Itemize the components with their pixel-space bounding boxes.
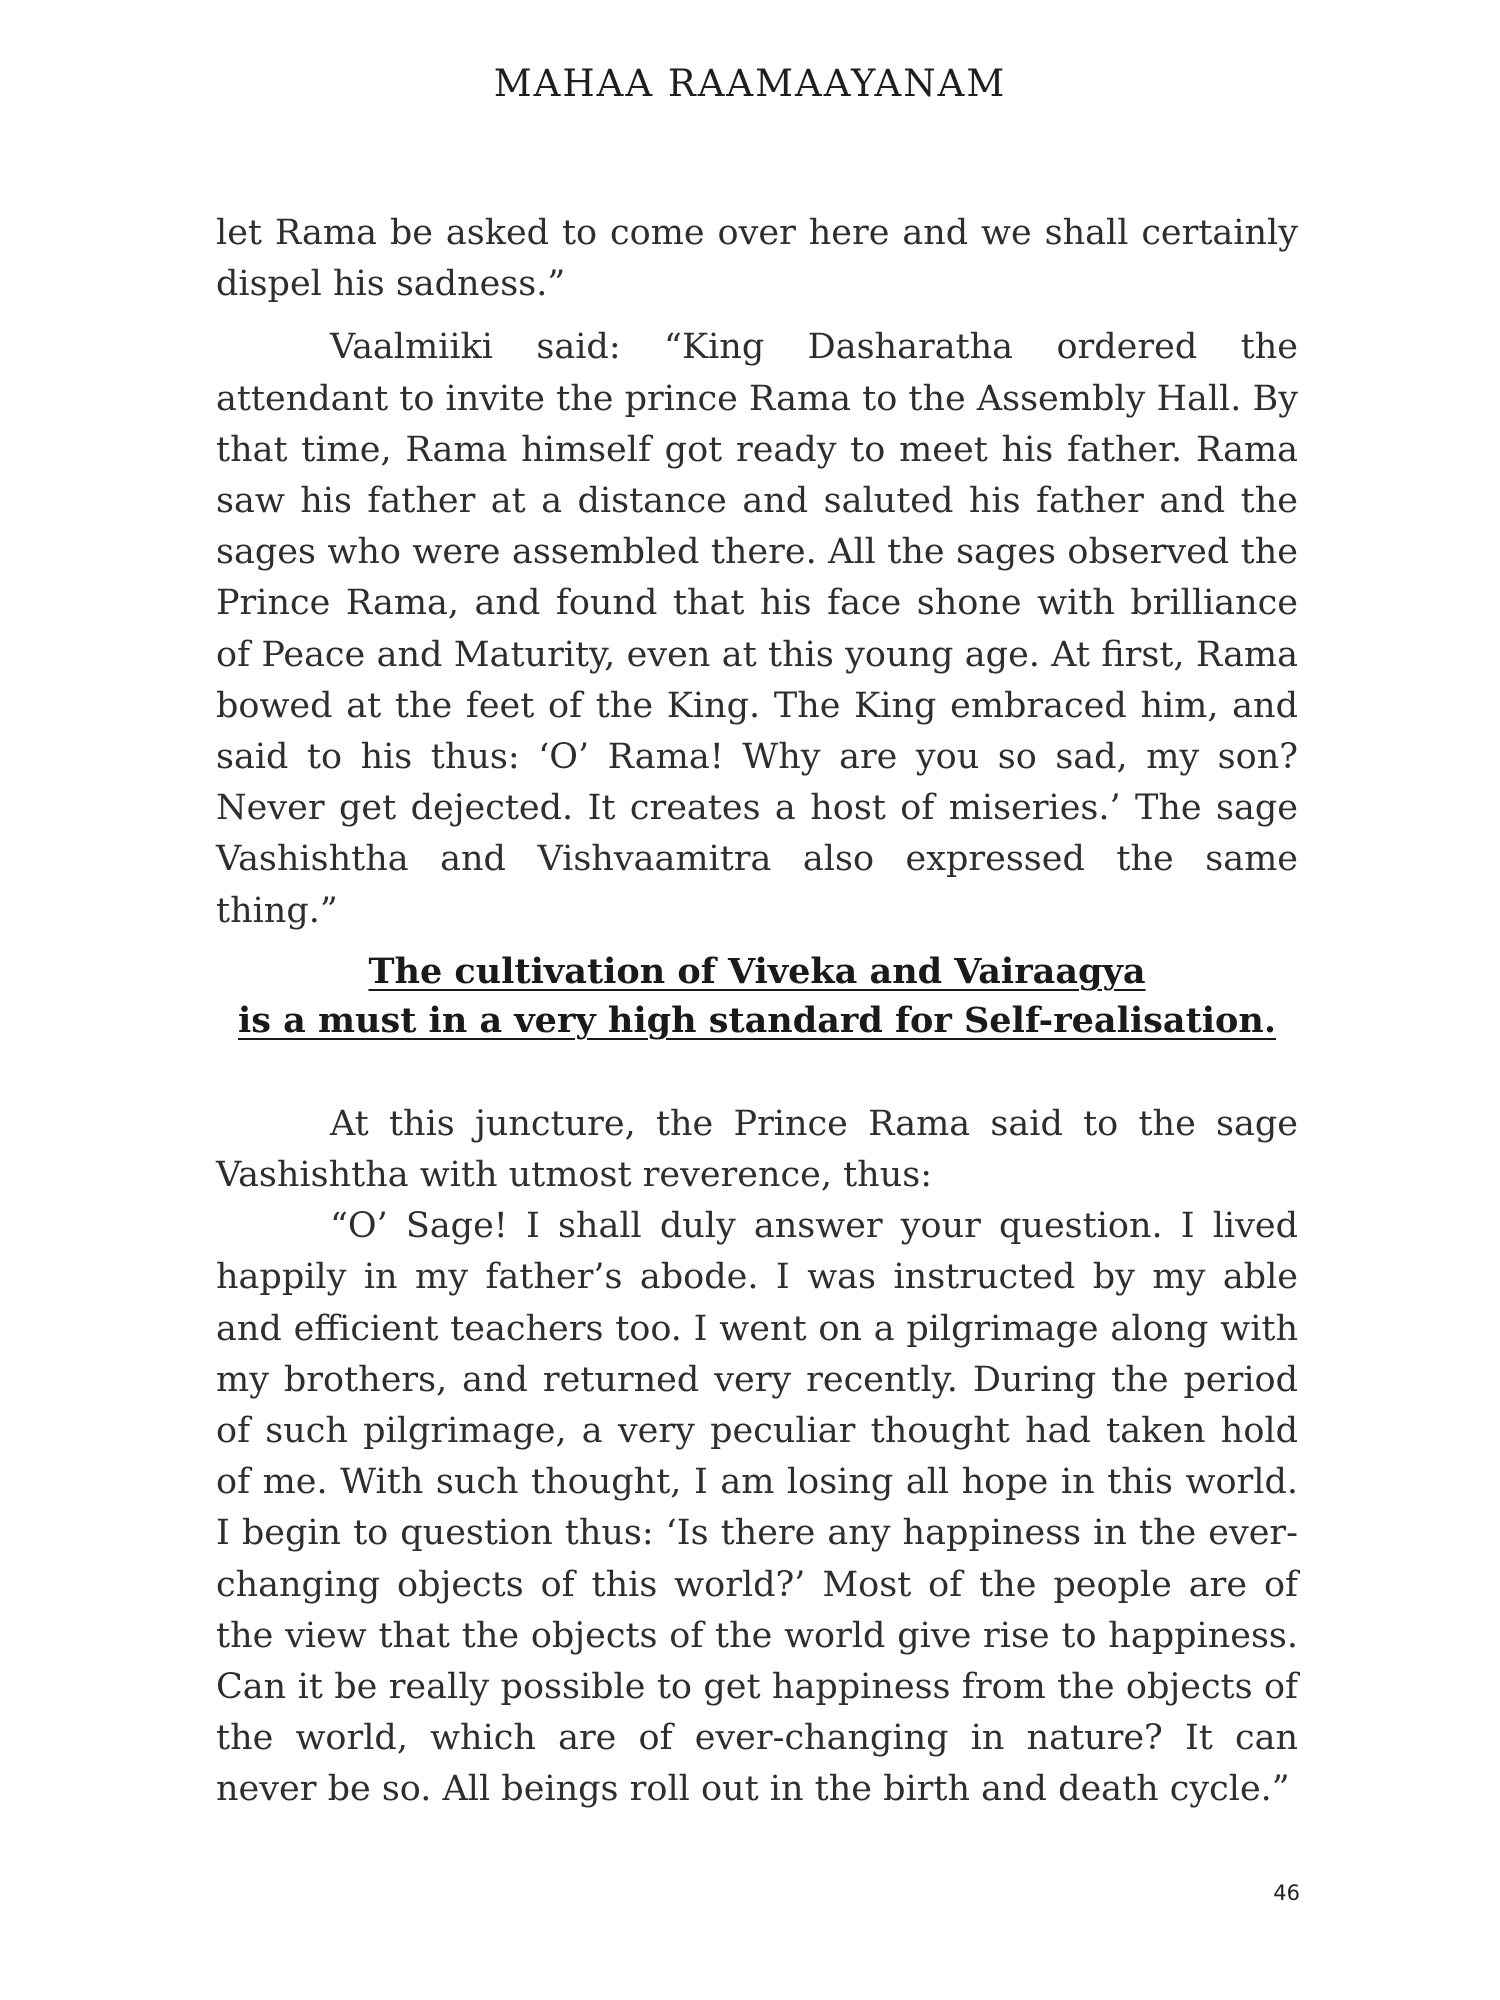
section-heading <box>216 947 1298 1045</box>
paragraph-rama-speech: “O’ Sage! I shall duly answer your question. I lived happily in my father’s abode. I was instructed by my able and efficient teachers too. I went on a pilgrimage along with my brothers, and returned very recently. During the period of such pilgrimage, a very peculiar thought had taken hold of me. With such thought, I am losing all hope in this world. I begin to question thus: ‘Is there any happiness in the ever-changing objects of this world?’ Most of the people are of the view that the objects of the world give rise to happiness. Can it be really possible to get happiness from the objects of the world, which are of ever-changing in nature? It can never be so. All beings roll out in the birth and death cycle.” <box>216 1206 1298 1810</box>
running-title: MAHAA RAAMAAYANAM <box>493 62 1007 105</box>
paragraph-continuation: let Rama be asked to come over here and we shall certainly dispel his sadness.” <box>216 213 1298 305</box>
section-heading-line-1: The cultivation of Viveka and Vairaagya <box>368 950 1146 992</box>
paragraph-rama-intro: At this juncture, the Prince Rama said to the sage Vashishtha with utmost reverence, thus: <box>216 1103 1298 1196</box>
page-body <box>216 208 1298 1816</box>
page-number: 46 <box>1273 1881 1300 1905</box>
paragraph-vaalmiiki: Vaalmiiki said: “King Dasharatha ordered the attendant to invite the prince Rama to the Assembly Hall. By that time, Rama himself got ready to meet his father. Rama saw his father at a distance and saluted his father and the sages who were assembled there. All the sages observed the Prince Rama, and found that his face shone with brilliance of Peace and Maturity, even at this young age. At first, Rama bowed at the feet of the King. The King embraced him, and said to his thus: ‘O’ Rama! Why are you so sad, my son? Never get dejected. It creates a host of miseries.’ The sage Vashishtha and Vishvaamitra also expressed the same thing.” <box>216 327 1298 931</box>
section-heading-line-2: is a must in a very high standard for Self-realisation. <box>237 999 1277 1041</box>
